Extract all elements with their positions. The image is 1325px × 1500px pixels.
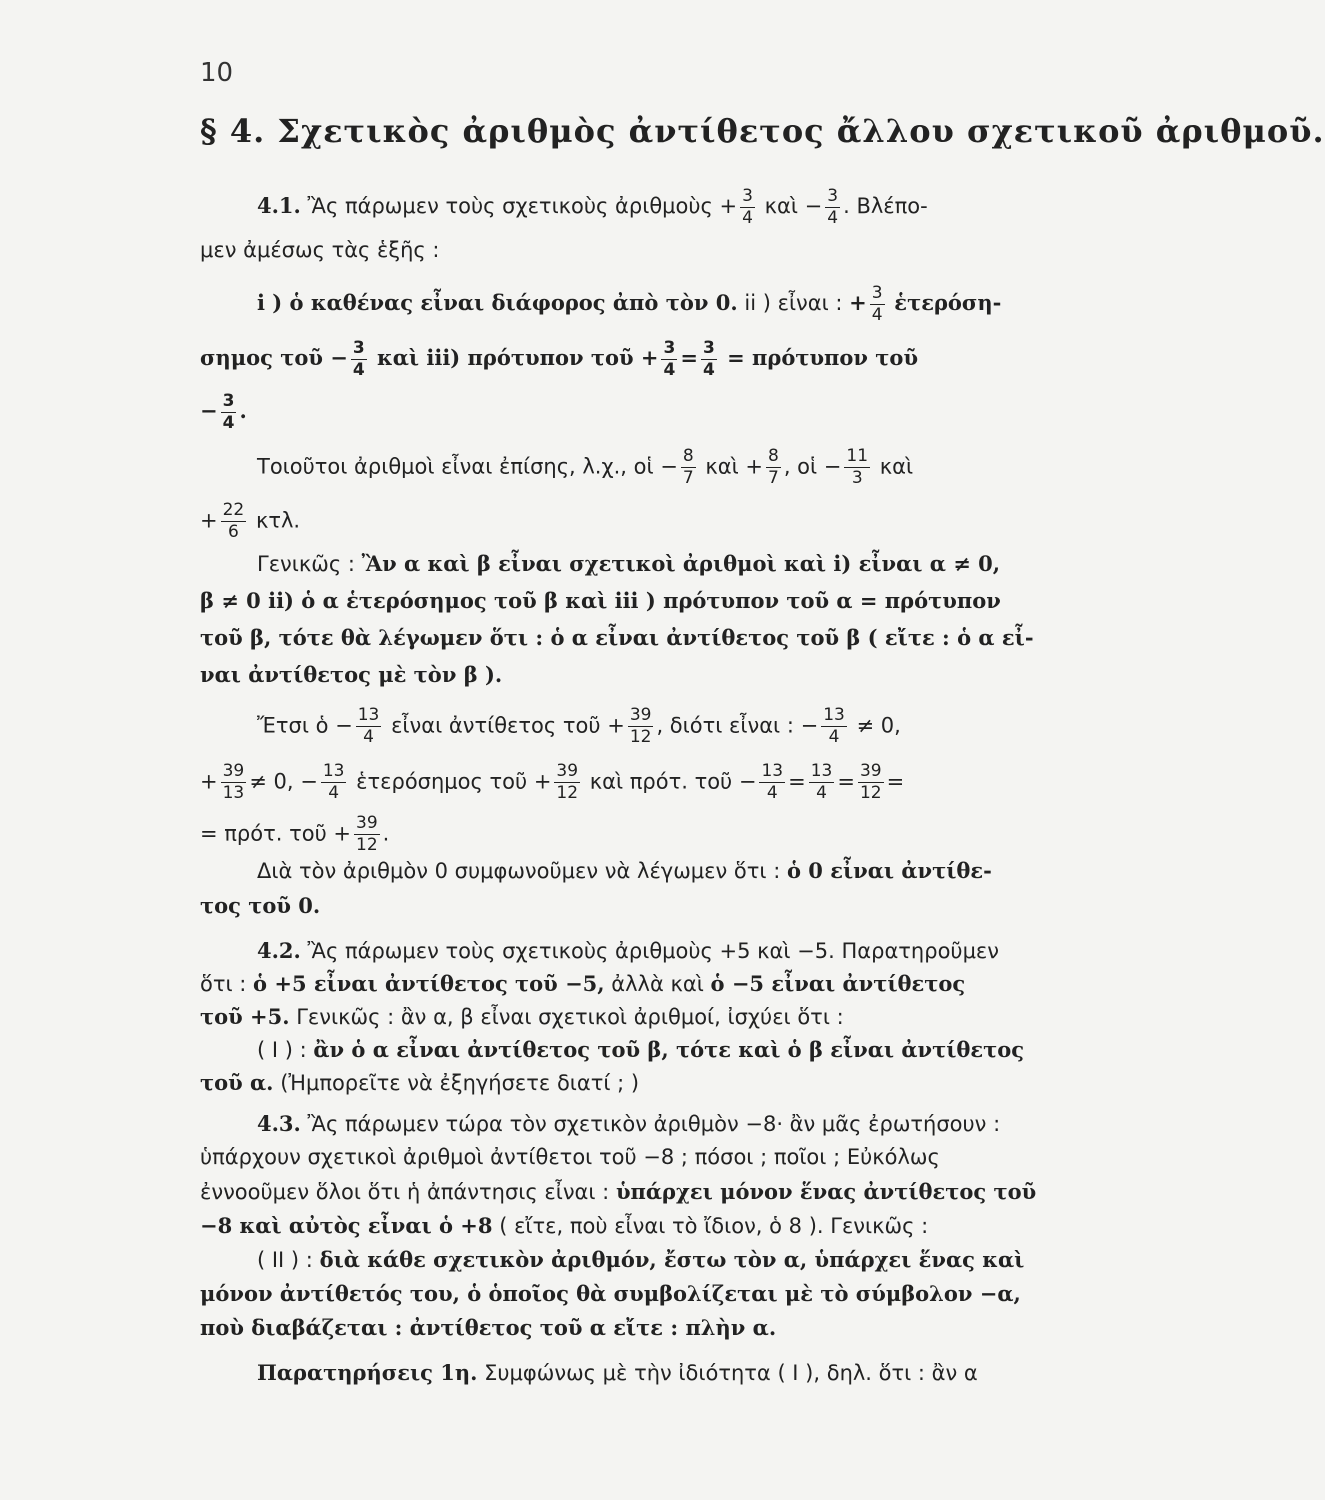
text: σημος τοῦ − xyxy=(200,345,348,370)
fraction: $\frac{3}{4}$ xyxy=(663,338,676,380)
paragraph-line xyxy=(200,763,904,802)
text: i ) ὁ καθένας εἶναι διάφορος ἀπὸ τὸν 0. xyxy=(257,290,738,315)
text: Διὰ τὸν ἀριθμὸν 0 συμφωνοῦμεν νὰ λέγωμεν ὅτι : xyxy=(257,859,781,883)
paragraph-line xyxy=(200,393,247,432)
paragraph-line xyxy=(200,502,300,541)
text: Ἂν α καὶ β εἶναι σχετικοὶ ἀριθμοὶ καὶ i) εἶναι α ≠ 0, xyxy=(361,551,1001,576)
paragraph-line xyxy=(257,1249,1024,1271)
text: ἑτερόση- xyxy=(894,290,1002,315)
paragraph-line xyxy=(200,1006,844,1028)
text: Ἂς πάρωμεν τοὺς σχετικοὺς ἀριθμοὺς +5 καὶ −5. Παρατηροῦμεν xyxy=(307,939,1000,963)
text: ( I ) : xyxy=(257,1038,307,1062)
text: τοῦ +5. xyxy=(200,1004,290,1029)
fraction: $\frac{22}{6}$ xyxy=(222,500,245,542)
fraction: $\frac{13}{4}$ xyxy=(322,761,345,803)
paragraph-line: β ≠ 0 ii) ὁ α ἑτερόσημος τοῦ β καὶ iii ) πρότυπον τοῦ α = πρότυπον xyxy=(200,588,1001,613)
text: = xyxy=(788,769,806,794)
text: ( II ) : xyxy=(257,1248,313,1272)
fraction: $\frac{39}{12}$ xyxy=(859,761,882,803)
fraction: $\frac{13}{4}$ xyxy=(810,761,833,803)
text: + xyxy=(849,290,867,315)
paragraph-line: μεν ἀμέσως τὰς ἑξῆς : xyxy=(200,238,440,262)
paragraph-line: τος τοῦ 0. xyxy=(200,893,321,918)
paragraph-line xyxy=(257,553,1000,575)
paragraph-line xyxy=(257,1113,1000,1135)
text: διὰ κάθε σχετικὸν ἀριθμόν, ἔστω τὸν α, ὑπάρχει ἕνας καὶ xyxy=(319,1247,1025,1272)
fraction: $\frac{3}{4}$ xyxy=(742,186,753,228)
fraction: $\frac{8}{7}$ xyxy=(682,446,694,488)
fraction: $\frac{39}{12}$ xyxy=(556,761,579,803)
fraction: $\frac{39}{13}$ xyxy=(222,761,245,803)
text: καὶ − xyxy=(764,194,823,218)
text: + xyxy=(200,769,218,794)
paragraph-line xyxy=(257,707,901,746)
text: −8 καὶ αὐτὸς εἶναι ὁ +8 xyxy=(200,1213,493,1238)
text: καὶ xyxy=(879,454,914,479)
fraction: $\frac{11}{3}$ xyxy=(846,446,869,488)
text: ἑτερόσημος τοῦ + xyxy=(356,769,552,794)
subsection-number: 4.1. xyxy=(257,193,301,218)
paragraph-line: ὑπάρχουν σχετικοὶ ἀριθμοὶ ἀντίθετοι τοῦ −8 ; πόσοι ; ποῖοι ; Εὐκόλως xyxy=(200,1145,940,1169)
text: , διότι εἶναι : − xyxy=(656,713,819,738)
text: ( εἴτε, ποὺ εἶναι τὸ ἴδιον, ὁ 8 ). Γενικῶς : xyxy=(499,1214,929,1238)
paragraph-line: τοῦ β, τότε θὰ λέγωμεν ὅτι : ὁ α εἶναι ἀντίθετος τοῦ β ( εἴτε : ὁ α εἶ- xyxy=(200,625,1034,650)
text: καὶ πρότ. τοῦ − xyxy=(589,769,757,794)
text: ἀλλὰ καὶ xyxy=(611,972,704,996)
text: − xyxy=(200,398,218,423)
text: Συμφώνως μὲ τὴν ἰδιότητα ( I ), δηλ. ὅτι : ἂν α xyxy=(484,1361,978,1385)
text: Γενικῶς : ἂν α, β εἶναι σχετικοὶ ἀριθμοί, ἰσχύει ὅτι : xyxy=(296,1005,844,1029)
paragraph-line xyxy=(200,1072,639,1094)
text: ὁ −5 εἶναι ἀντίθετος xyxy=(710,971,966,996)
paragraph-line xyxy=(200,340,918,379)
paragraph-line xyxy=(257,448,913,487)
text: τοῦ α. xyxy=(200,1070,274,1095)
text: ὑπάρχει μόνον ἕνας ἀντίθετος τοῦ xyxy=(615,1179,1037,1204)
fraction: $\frac{39}{12}$ xyxy=(629,705,652,747)
fraction: $\frac{3}{4}$ xyxy=(827,186,839,228)
text: Γενικῶς : xyxy=(257,552,355,576)
fraction: $\frac{39}{12}$ xyxy=(356,813,378,855)
text: = xyxy=(837,769,855,794)
text: ii ) εἶναι : xyxy=(744,291,843,315)
text: = πρότυπον τοῦ xyxy=(727,345,919,370)
text: καὶ + xyxy=(705,454,763,479)
text: κτλ. xyxy=(255,508,301,533)
paragraph-line xyxy=(200,1181,1036,1203)
fraction: $\frac{3}{4}$ xyxy=(871,283,883,325)
paragraph-line: ναι ἀντίθετος μὲ τὸν β ). xyxy=(200,662,503,687)
section-title: § 4. Σχετικὸς ἀριθμὸς ἀντίθετος ἄλλου σχετικοῦ ἀριθμοῦ. xyxy=(200,112,1325,150)
text: + xyxy=(200,508,218,533)
paragraph-line xyxy=(257,940,999,962)
fraction: $\frac{3}{4}$ xyxy=(702,338,715,380)
paragraph-line xyxy=(257,188,928,227)
page-number: 10 xyxy=(200,58,234,88)
text: ἂν ὁ α εἶναι ἀντίθετος τοῦ β, τότε καὶ ὁ β εἶναι ἀντίθετος xyxy=(313,1037,1025,1062)
text: Τοιοῦτοι ἀριθμοὶ εἶναι ἐπίσης, λ.χ., οἱ − xyxy=(257,454,678,479)
text: Ἂς πάρωμεν τώρα τὸν σχετικὸν ἀριθμὸν −8· ἂν μᾶς ἐρωτήσουν : xyxy=(307,1112,1001,1136)
paragraph-line xyxy=(257,860,992,882)
text: εἶναι ἀντίθετος τοῦ + xyxy=(391,713,625,738)
text: = πρότ. τοῦ + xyxy=(200,821,351,846)
text: ≠ 0, xyxy=(856,713,901,738)
text: , οἱ − xyxy=(783,454,842,479)
paragraph-line xyxy=(257,285,1001,324)
fraction: $\frac{13}{4}$ xyxy=(357,705,380,747)
paragraph-line xyxy=(200,973,965,995)
text: ὁ +5 εἶναι ἀντίθετος τοῦ −5, xyxy=(253,971,605,996)
fraction: $\frac{13}{4}$ xyxy=(761,761,784,803)
text: καὶ iii) πρότυπον τοῦ + xyxy=(377,345,659,370)
text: ὁ 0 εἶναι ἀντίθε- xyxy=(786,858,992,883)
text: ἐννοοῦμεν ὅλοι ὅτι ἡ ἀπάντησις εἶναι : xyxy=(200,1180,610,1204)
paragraph-line xyxy=(200,815,389,854)
fraction: $\frac{13}{4}$ xyxy=(823,705,845,747)
paragraph-line: ποὺ διαβάζεται : ἀντίθετος τοῦ α εἴτε : πλὴν α. xyxy=(200,1315,777,1340)
text: Ἂς πάρωμεν τοὺς σχετικοὺς ἀριθμοὺς + xyxy=(307,194,738,218)
text: ὅτι : xyxy=(200,972,247,996)
text: . xyxy=(239,398,247,423)
remarks-label: Παρατηρήσεις 1η. xyxy=(257,1360,478,1385)
text: . Βλέπο- xyxy=(843,194,928,218)
text: Ἔτσι ὁ − xyxy=(257,713,353,738)
fraction: $\frac{3}{4}$ xyxy=(222,391,235,433)
subsection-number: 4.3. xyxy=(257,1111,301,1136)
subsection-number: 4.2. xyxy=(257,938,301,963)
paragraph-line xyxy=(200,1215,928,1237)
text: = xyxy=(886,769,905,794)
text: = xyxy=(680,345,698,370)
paragraph-line xyxy=(257,1362,978,1384)
text: (Ἠμπορεῖτε νὰ ἐξηγήσετε διατί ; ) xyxy=(280,1071,640,1095)
paragraph-line: μόνον ἀντίθετός του, ὁ ὁποῖος θὰ συμβολίζεται μὲ τὸ σύμβολον −α, xyxy=(200,1281,1021,1306)
text: . xyxy=(382,821,390,846)
fraction: $\frac{3}{4}$ xyxy=(352,338,365,380)
text: ≠ 0, − xyxy=(249,769,318,794)
paragraph-line xyxy=(257,1039,1024,1061)
fraction: $\frac{8}{7}$ xyxy=(768,446,779,488)
